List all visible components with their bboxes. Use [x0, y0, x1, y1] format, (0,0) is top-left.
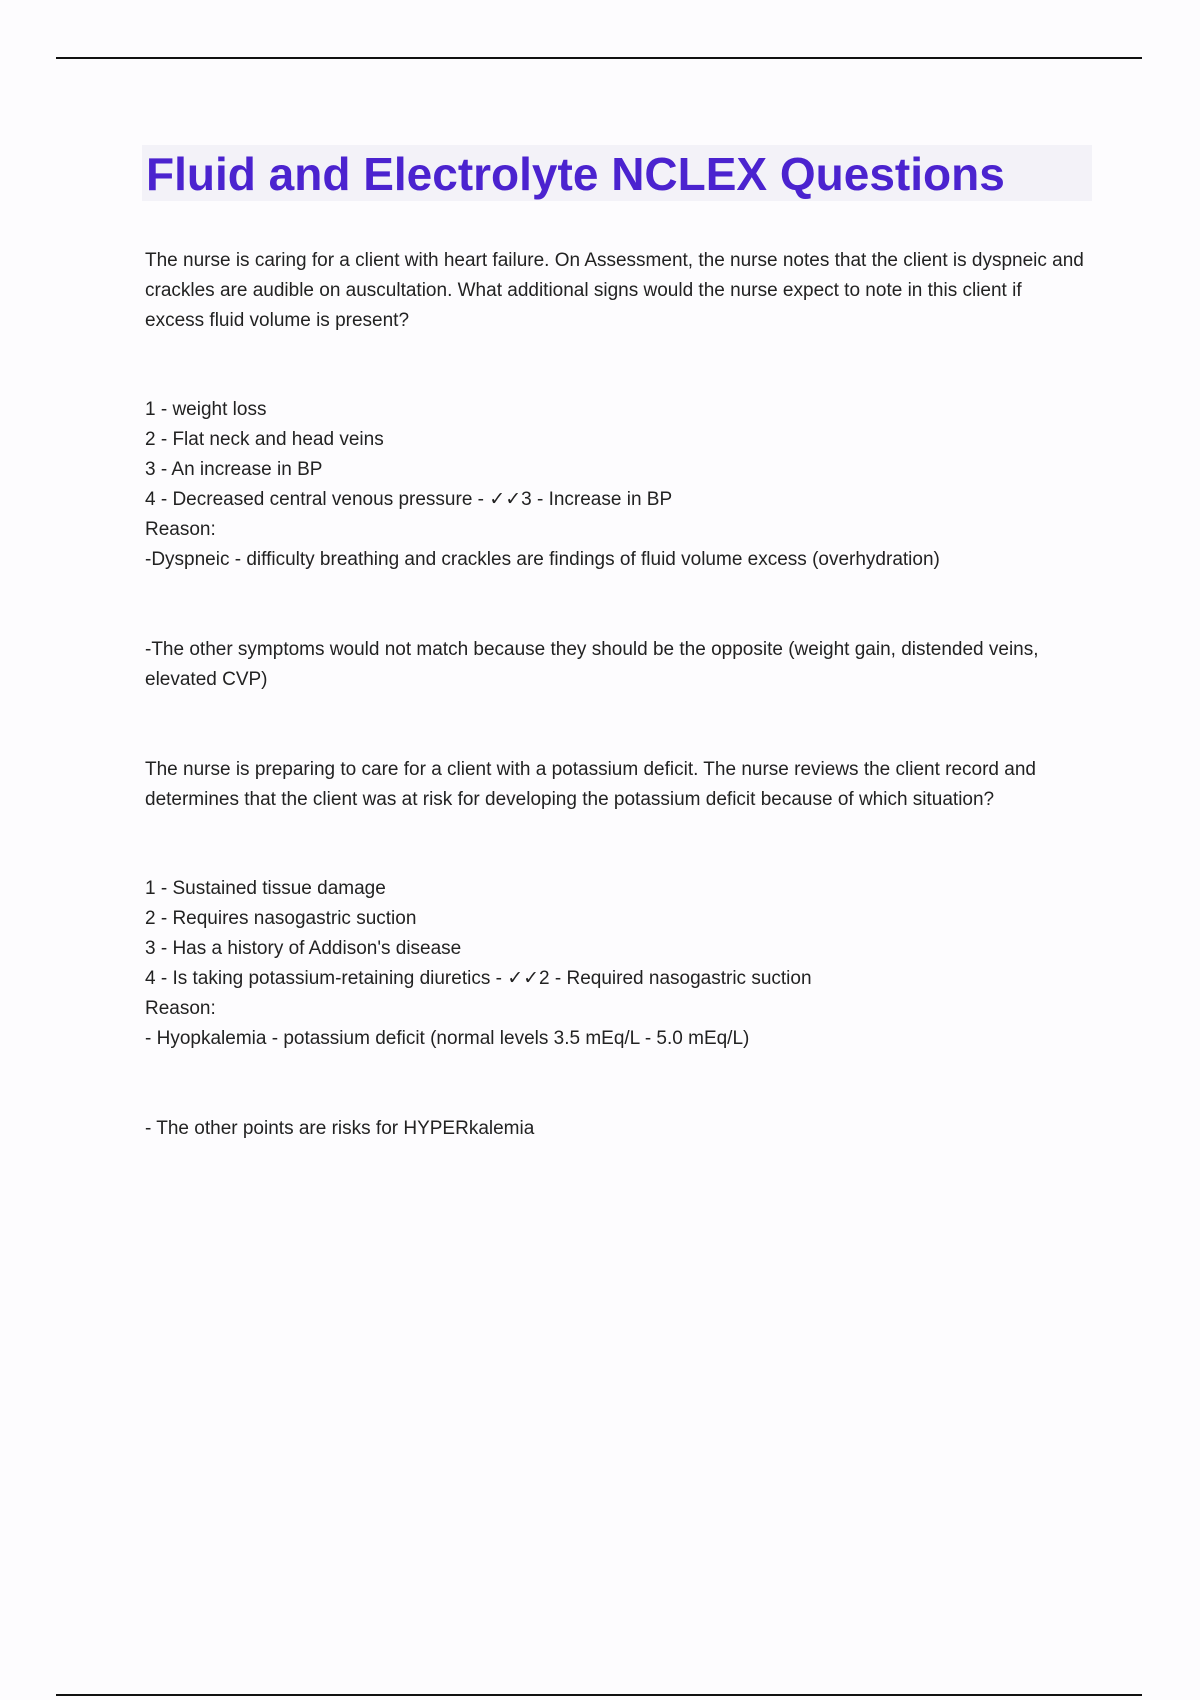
reason-line: -Dyspneic - difficulty breathing and crackles are findings of fluid volume excess (overhydration)	[145, 549, 940, 570]
header-rule	[56, 57, 1142, 59]
reason-label: Reason:	[145, 519, 216, 540]
question-text: The nurse is caring for a client with heart failure. On Assessment, the nurse notes that the client is dyspneic and crackles are audible on auscultation. What additional signs would the nurse expect to note in this client if excess fluid volume is present?	[145, 250, 1084, 331]
answer-option: 1 - Sustained tissue damage	[145, 878, 386, 899]
answer-options	[145, 874, 1085, 994]
document-title: Fluid and Electrolyte NCLEX Questions	[146, 148, 1005, 200]
document-body	[145, 246, 1085, 1144]
reason-line: - The other points are risks for HYPERkalemia	[145, 1118, 535, 1139]
answer-option: 3 - An increase in BP	[145, 459, 323, 480]
answer-option: 2 - Flat neck and head veins	[145, 429, 384, 450]
answer-option: 1 - weight loss	[145, 399, 267, 420]
question-text: The nurse is preparing to care for a client with a potassium deficit. The nurse reviews the client record and determines that the client was at risk for developing the potassium deficit because of which situation?	[145, 759, 1036, 810]
answer-options	[145, 395, 1085, 515]
answer-option: 2 - Requires nasogastric suction	[145, 908, 417, 929]
answer-option-with-answer: 4 - Decreased central venous pressure - ✓✓3 - Increase in BP	[145, 489, 673, 510]
reason-line: -The other symptoms would not match because they should be the opposite (weight gain, distended veins, elevated CVP)	[145, 639, 1039, 690]
answer-option-with-answer: 4 - Is taking potassium-retaining diuretics - ✓✓2 - Required nasogastric suction	[145, 968, 812, 989]
reason-label: Reason:	[145, 998, 216, 1019]
question-block-2	[145, 755, 1085, 1144]
footer-rule	[56, 1694, 1142, 1696]
question-block-1	[145, 246, 1085, 695]
reason-line: - Hyopkalemia - potassium deficit (normal levels 3.5 mEq/L - 5.0 mEq/L)	[145, 1028, 750, 1049]
answer-option: 3 - Has a history of Addison's disease	[145, 938, 462, 959]
